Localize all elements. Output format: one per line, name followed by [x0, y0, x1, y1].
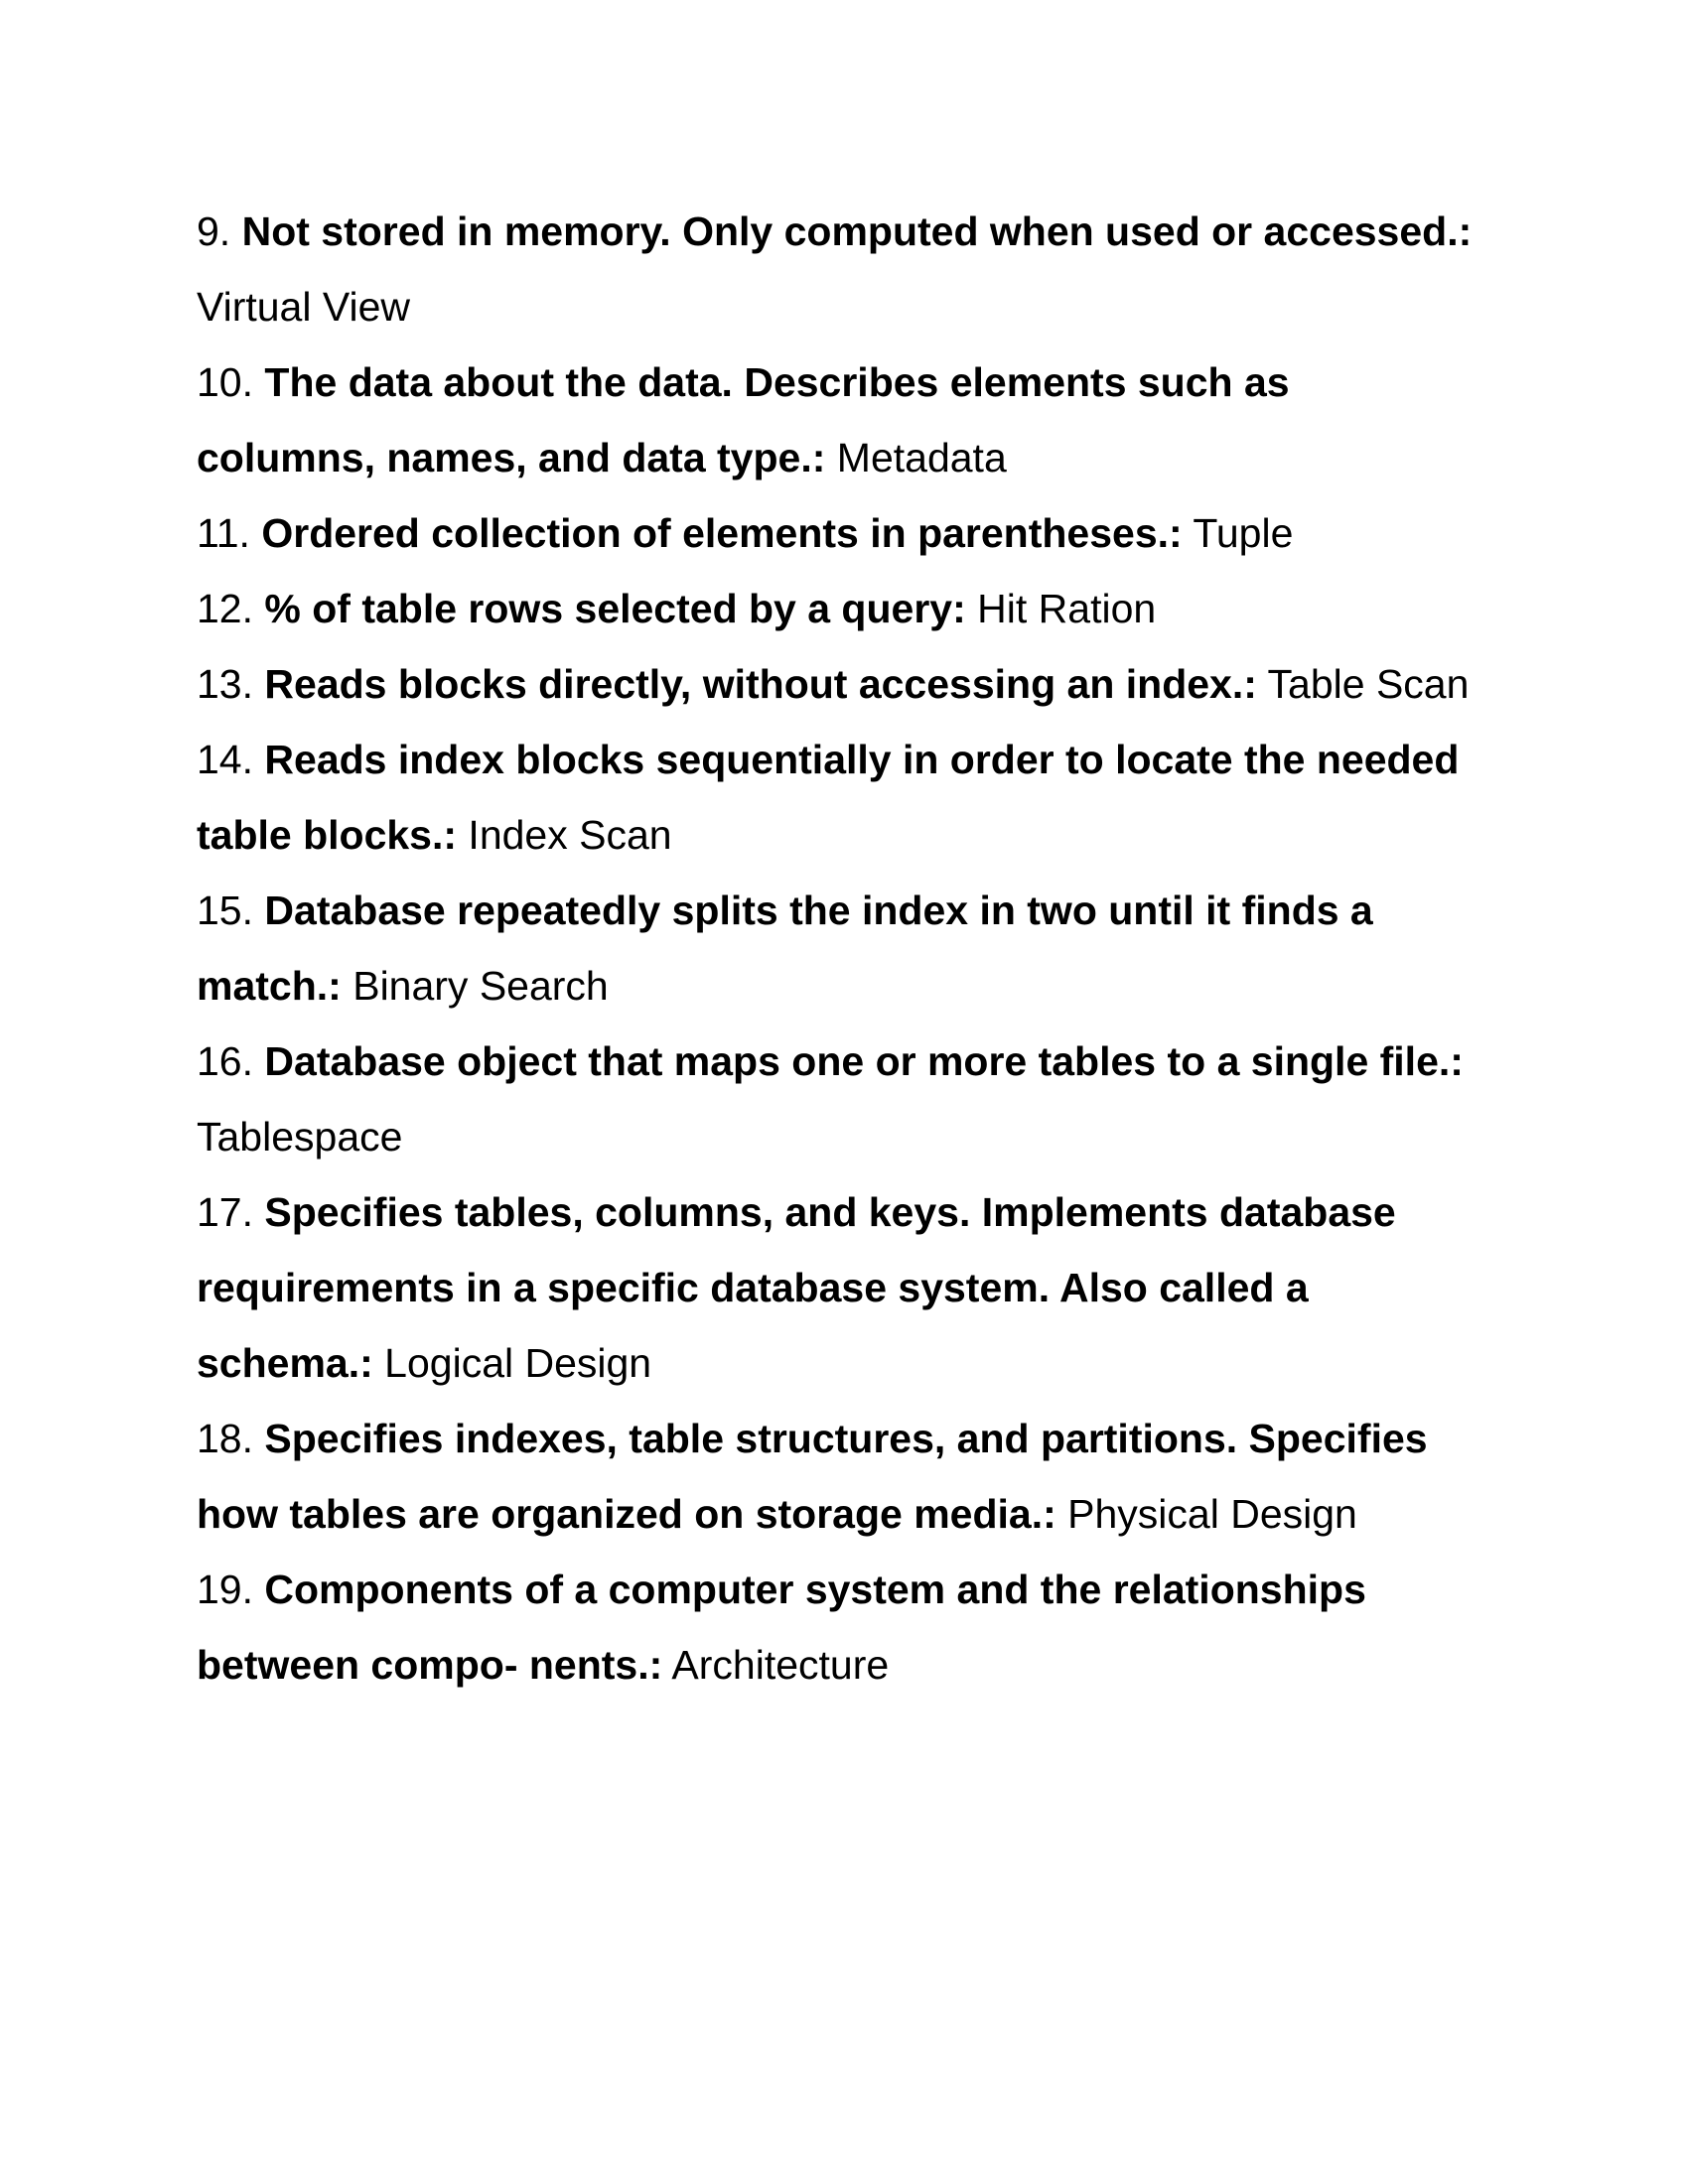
- item-number: 10.: [197, 359, 253, 405]
- list-item: [197, 1401, 1477, 1552]
- item-answer: Hit Ration: [977, 586, 1157, 631]
- list-item: [197, 495, 1477, 571]
- item-answer: Index Scan: [468, 812, 672, 858]
- list-item: [197, 873, 1477, 1024]
- item-number: 18.: [197, 1416, 253, 1461]
- item-question: % of table rows selected by a query:: [264, 586, 966, 631]
- list-item: [197, 646, 1477, 722]
- item-answer: Tuple: [1193, 510, 1294, 556]
- list-item: [197, 1174, 1477, 1401]
- item-question: Not stored in memory. Only computed when used or accessed.:: [241, 208, 1473, 254]
- item-answer: Architecture: [671, 1642, 890, 1688]
- item-question: Reads index blocks sequentially in order to locate the needed table blocks.:: [197, 737, 1460, 858]
- item-question: The data about the data. Describes elements such as columns, names, and data type.:: [197, 359, 1290, 480]
- item-question: Database object that maps one or more tables to a single file.:: [264, 1038, 1464, 1084]
- item-question: Ordered collection of elements in parentheses.:: [261, 510, 1183, 556]
- item-answer: Metadata: [836, 435, 1007, 480]
- item-number: 17.: [197, 1189, 253, 1235]
- item-question: Components of a computer system and the relationships between compo- nents.:: [197, 1567, 1366, 1688]
- item-answer: Logical Design: [384, 1340, 652, 1386]
- list-item: [197, 571, 1477, 646]
- list-item: [197, 722, 1477, 873]
- item-question: Reads blocks directly, without accessing an index.:: [264, 661, 1257, 707]
- list-item: [197, 1552, 1477, 1703]
- item-number: 19.: [197, 1567, 253, 1612]
- item-answer: Binary Search: [352, 963, 609, 1009]
- list-item: [197, 194, 1477, 344]
- item-answer: Physical Design: [1067, 1491, 1357, 1537]
- item-question: Database repeatedly splits the index in two until it finds a match.:: [197, 887, 1373, 1009]
- item-number: 15.: [197, 887, 253, 933]
- item-answer: Virtual View: [197, 284, 410, 330]
- list-item: [197, 1024, 1477, 1174]
- item-number: 14.: [197, 737, 253, 782]
- item-question: Specifies indexes, table structures, and partitions. Specifies how tables are organized on storage media.:: [197, 1416, 1428, 1537]
- item-number: 13.: [197, 661, 253, 707]
- item-number: 9.: [197, 208, 231, 254]
- list-item: [197, 344, 1477, 495]
- item-answer: Table Scan: [1267, 661, 1470, 707]
- flashcard-list: [197, 194, 1477, 1703]
- item-number: 16.: [197, 1038, 253, 1084]
- item-question: Specifies tables, columns, and keys. Implements database requirements in a specific database system. Also called a schema.:: [197, 1189, 1396, 1386]
- item-answer: Tablespace: [197, 1114, 403, 1160]
- item-number: 11.: [197, 510, 250, 556]
- item-number: 12.: [197, 586, 253, 631]
